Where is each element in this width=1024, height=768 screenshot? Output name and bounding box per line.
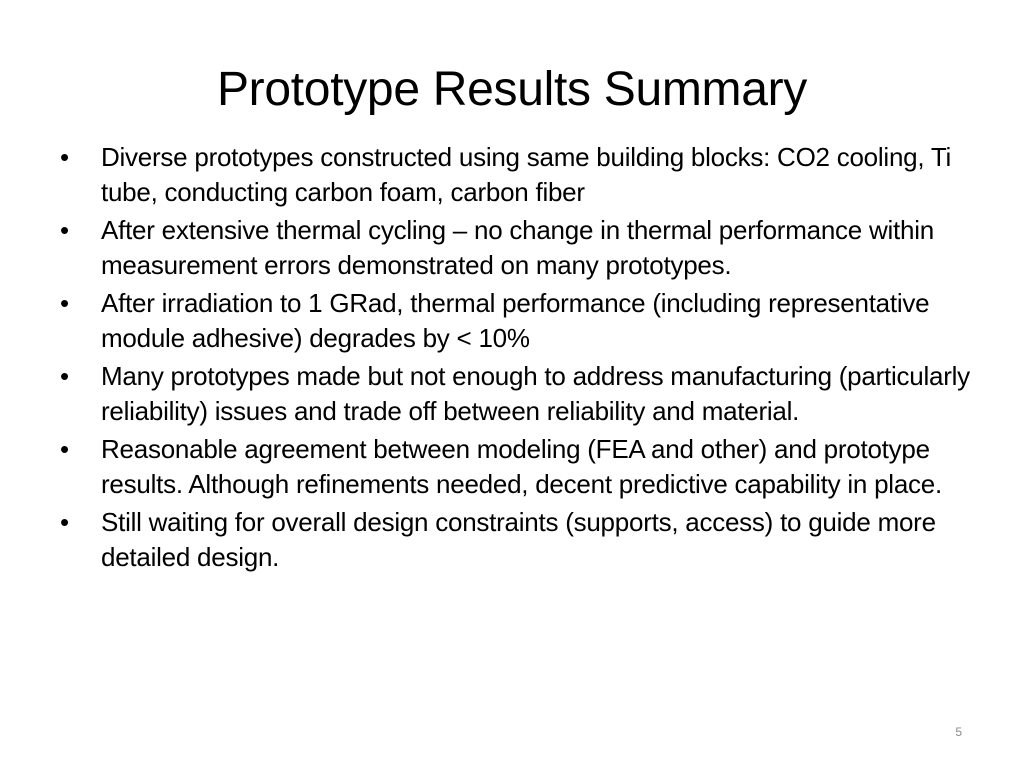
- bullet-item: [58, 432, 978, 501]
- bullet-text: Reasonable agreement between modeling (FEA and other) and prototype results. Although refinements needed, decent predictive capability in place.: [101, 434, 942, 499]
- bullet-text: Still waiting for overall design constraints (supports, access) to guide more detailed design.: [101, 507, 936, 572]
- slide-title: Prototype Results Summary: [216, 63, 808, 116]
- bullet-item: [58, 359, 978, 428]
- bullet-item: [58, 140, 978, 209]
- bullet-item: [58, 213, 978, 282]
- bullet-icon: •: [60, 288, 69, 318]
- bullet-text: Diverse prototypes constructed using same building blocks: CO2 cooling, Ti tube, conducting carbon foam, carbon fiber: [101, 142, 952, 207]
- bullet-text: After extensive thermal cycling – no change in thermal performance within measurement errors demonstrated on many prototypes.: [101, 215, 934, 280]
- bullet-item: [58, 505, 978, 574]
- bullet-icon: •: [60, 361, 69, 391]
- bullet-icon: •: [60, 215, 69, 245]
- bullet-icon: •: [60, 434, 69, 464]
- page-number: 5: [955, 725, 962, 739]
- bullet-item: [58, 286, 978, 355]
- bullet-text: Many prototypes made but not enough to address manufacturing (particularly reliability) issues and trade off between reliability and material.: [101, 361, 970, 426]
- bullet-text: After irradiation to 1 GRad, thermal performance (including representative module adhesive) degrades by < 10%: [101, 288, 930, 353]
- bullet-icon: •: [60, 142, 69, 172]
- bullet-list: [58, 140, 978, 578]
- bullet-icon: •: [60, 507, 69, 537]
